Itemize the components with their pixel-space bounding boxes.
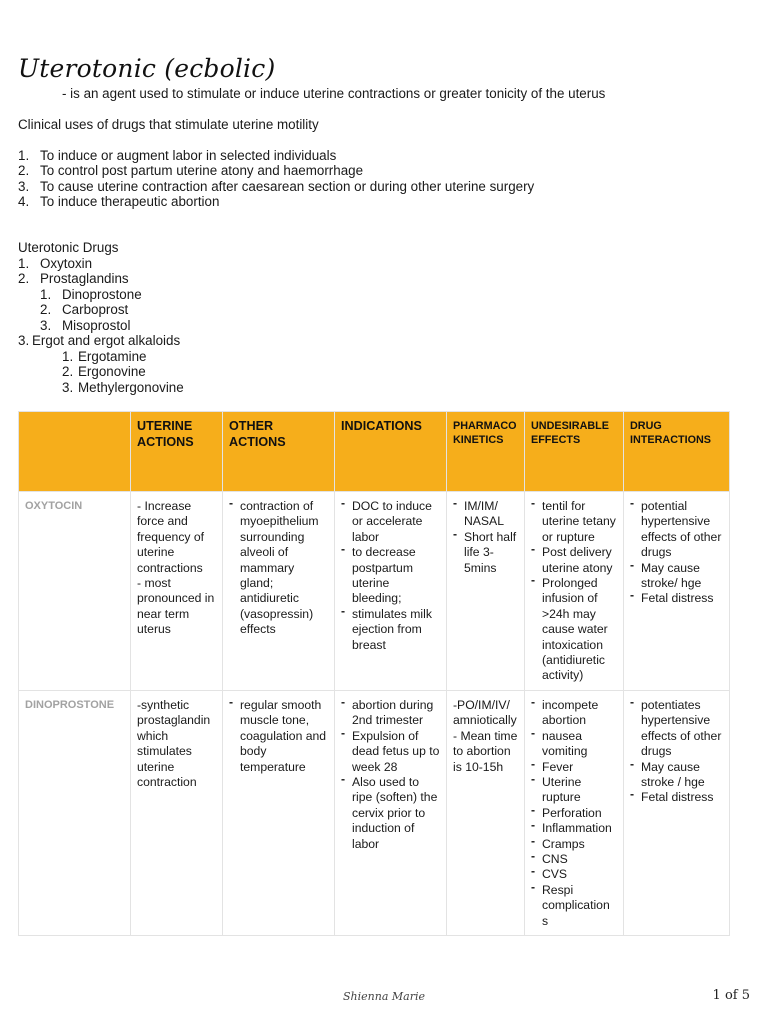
bullet-item: - Post delivery uterine atony — [531, 545, 619, 576]
bullet-item: - contraction of myoepithelium surrounding alveoli of mammary gland; antidiuretic (vasopressin) effects — [229, 499, 330, 638]
drugs-heading: Uterotonic Drugs — [18, 240, 119, 255]
header-other-actions: OTHER ACTIONS — [223, 412, 335, 492]
bullet-item: - CVS — [531, 867, 619, 882]
drug-interactions-cell — [624, 690, 730, 935]
uterine-actions-cell: -synthetic prostaglandin which stimulates uterine contraction — [131, 690, 223, 935]
bullet-item: - Perforation — [531, 806, 619, 821]
pharmacokinetics-cell — [447, 492, 525, 691]
list-item: 2. Prostaglandins — [18, 271, 129, 286]
list-item: 3. Misoprostol — [40, 318, 131, 333]
list-item: 1. Dinoprostone — [40, 287, 142, 302]
bullet-item: - May cause stroke / hge — [630, 760, 725, 791]
list-item: 1. Ergotamine — [62, 349, 147, 364]
author-signature: Shienna Marie — [343, 990, 425, 1003]
indications-cell — [335, 492, 447, 691]
bullet-item: - tentil for uterine tetany or rupture — [531, 499, 619, 545]
header-drug-interactions: DRUG INTERACTIONS — [624, 412, 730, 492]
bullet-item: - regular smooth muscle tone, coagulation and body temperature — [229, 698, 330, 775]
bullet-item: - Cramps — [531, 837, 619, 852]
list-item: 2. Ergonovine — [62, 364, 146, 379]
list-item: 2. To control post partum uterine atony and haemorrhage — [18, 163, 364, 178]
bullet-item: - Fetal distress — [630, 591, 725, 606]
bullet-item: - Fetal distress — [630, 790, 725, 805]
list-item: 1. Oxytoxin — [18, 256, 93, 271]
drug-interactions-cell — [624, 492, 730, 691]
undesirable-effects-cell — [525, 690, 624, 935]
bullet-item: - Uterine rupture — [531, 775, 619, 806]
bullet-item: - abortion during 2nd trimester — [341, 698, 442, 729]
bullet-item: - potential hypertensive effects of other drugs — [630, 499, 725, 561]
table-header-row — [19, 412, 730, 492]
list-item: 4. To induce therapeutic abortion — [18, 194, 220, 209]
header-uterine-actions: UTERINE ACTIONS — [131, 412, 223, 492]
list-item: 3. To cause uterine contraction after caesarean section or during other uterine surgery — [18, 179, 535, 194]
bullet-item: - Short half life 3-5mins — [453, 530, 520, 576]
bullet-item: - DOC to induce or accelerate labor — [341, 499, 442, 545]
bullet-item: - potentiates hypertensive effects of other drugs — [630, 698, 725, 760]
bullet-item: - Respi complication s — [531, 883, 619, 929]
list-item: 3. Methylergonovine — [62, 380, 184, 395]
other-actions-cell — [223, 492, 335, 691]
drug-comparison-table — [18, 411, 730, 936]
uterine-actions-cell: - Increase force and frequency of uterine contractions - most pronounced in near term uterus — [131, 492, 223, 691]
header-undesirable-effects: UNDESIRABLE EFFECTS — [525, 412, 624, 492]
table-row-oxytocin — [19, 492, 730, 691]
pharmacokinetics-cell: -PO/IM/IV/ amniotically - Mean time to abortion is 10-15h — [447, 690, 525, 935]
other-actions-cell — [223, 690, 335, 935]
bullet-item: - to decrease postpartum uterine bleeding; — [341, 545, 442, 607]
bullet-item: - IM/IM/ NASAL — [453, 499, 520, 530]
document-title: Uterotonic (ecbolic) — [18, 54, 276, 83]
bullet-item: - CNS — [531, 852, 619, 867]
bullet-item: - Expulsion of dead fetus up to week 28 — [341, 729, 442, 775]
list-item: 2. Carboprost — [40, 302, 129, 317]
definition-text: - is an agent used to stimulate or induce uterine contractions or greater tonicity of the uterus — [62, 86, 606, 101]
indications-cell — [335, 690, 447, 935]
header-indications: INDICATIONS — [335, 412, 447, 492]
bullet-item: - stimulates milk ejection from breast — [341, 607, 442, 653]
header-drug-column — [19, 412, 131, 492]
bullet-item: - Inflammation — [531, 821, 619, 836]
table-row-dinoprostone — [19, 690, 730, 935]
list-item: 3. Ergot and ergot alkaloids — [18, 333, 181, 348]
header-pharmacokinetics: PHARMACO KINETICS — [447, 412, 525, 492]
bullet-item: - incompete abortion — [531, 698, 619, 729]
bullet-item: - May cause stroke/ hge — [630, 561, 725, 592]
drug-name-cell: DINOPROSTONE — [19, 690, 131, 935]
bullet-item: - Fever — [531, 760, 619, 775]
list-item: 1. To induce or augment labor in selected individuals — [18, 148, 337, 163]
page-number: 1 of 5 — [712, 988, 750, 1003]
drug-name-cell: OXYTOCIN — [19, 492, 131, 691]
bullet-item: - Also used to ripe (soften) the cervix prior to induction of labor — [341, 775, 442, 852]
clinical-uses-heading: Clinical uses of drugs that stimulate uterine motility — [18, 117, 319, 132]
bullet-item: - nausea vomiting — [531, 729, 619, 760]
bullet-item: - Prolonged infusion of >24h may cause water intoxication (antidiuretic activity) — [531, 576, 619, 684]
undesirable-effects-cell — [525, 492, 624, 691]
